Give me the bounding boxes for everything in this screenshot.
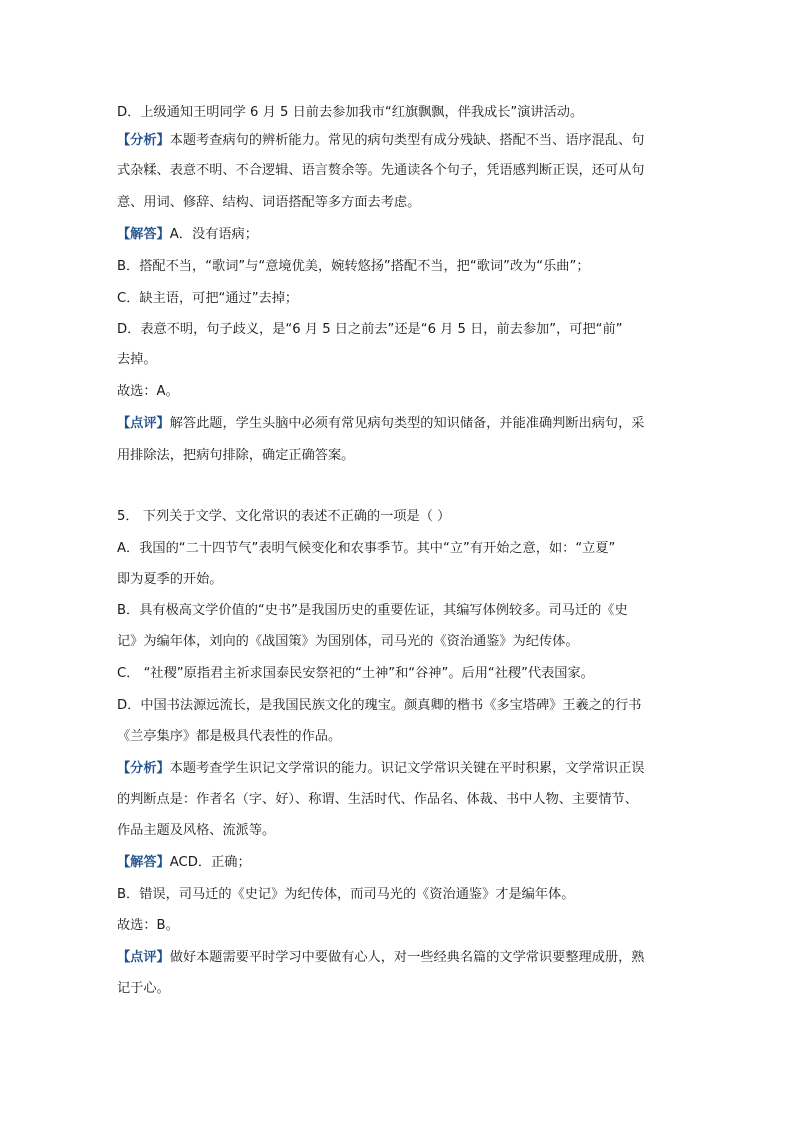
q4-answer-line: B．搭配不当，“歌词”与“意境优美，婉转悠扬”搭配不当，把“歌词”改为“乐曲”； — [117, 259, 590, 274]
q5-analysis-line: 【分析】本题考查学生识记文学常识的能力。识记文学常识关键在平时积累，文学常识正误 — [117, 761, 645, 776]
analysis-tag: 【分析】 — [117, 761, 170, 776]
q5-stem: 5． 下列关于文学、文化常识的表述不正确的一项是（ ） — [117, 509, 451, 524]
q5-option-line: C． “社稷”原指君主祈求国泰民安祭祀的“土神”和“谷神”。后用“社稷”代表国家。 — [117, 666, 594, 681]
q4-analysis-line: 意、用词、修辞、结构、词语搭配等多方面去考虑。 — [117, 195, 421, 210]
q5-option-line: A．我国的“二十四节气”表明气候变化和农事季节。其中“立”有开始之意，如：“立夏” — [117, 541, 616, 556]
q5-answer-line: B．错误，司马迁的《史记》为纪传体，而司马光的《资治通鉴》才是编年体。 — [117, 887, 575, 902]
q4-comment-line: 用排除法，把病句排除，确定正确答案。 — [117, 448, 355, 463]
q4-answer-line: C．缺主语，可把“通过”去掉； — [117, 291, 299, 306]
q5-option-line: D．中国书法源远流长，是我国民族文化的瑰宝。颜真卿的楷书《多宝塔碑》王羲之的行书 — [117, 698, 642, 713]
q5-answer-choice: 故选：B。 — [117, 918, 179, 933]
q5-answer-line: 【解答】ACD．正确； — [117, 855, 251, 870]
q5-analysis-line: 的判断点是：作者名（字、好）、称谓、生活时代、作品名、体裁、书中人物、主要情节、 — [117, 792, 638, 807]
q4-analysis-line: 【分析】本题考查病句的辨析能力。常见的病句类型有成分残缺、搭配不当、语序混乱、句 — [117, 133, 645, 148]
q5-analysis-line: 作品主题及风格、流派等。 — [117, 823, 276, 838]
answer-tag: 【解答】 — [117, 855, 170, 870]
q4-answer-choice: 故选：A。 — [117, 384, 179, 399]
comment-tag: 【点评】 — [117, 416, 170, 431]
q4-option-d: D．上级通知王明同学 6 月 5 日前去参加我市“红旗飘飘，伴我成长”演讲活动。 — [117, 105, 584, 120]
answer-tag: 【解答】 — [117, 227, 170, 242]
q4-answer-line: D．表意不明，句子歧义，是“6 月 5 日之前去”还是“6 月 5 日，前去参加”，可把“前” — [117, 322, 623, 337]
q4-answer-line: 去掉。 — [117, 352, 157, 367]
q5-option-line: 记》为编年体，刘向的《战国策》为国别体，司马光的《资治通鉴》为纪传体。 — [117, 634, 579, 649]
q5-comment-line: 记于心。 — [117, 981, 170, 996]
q4-answer-line: 【解答】A．没有语病； — [117, 227, 258, 242]
q5-option-line: 《兰亭集序》都是极具代表性的作品。 — [117, 729, 342, 744]
q4-comment-line: 【点评】解答此题，学生头脑中必须有常见病句类型的知识储备，并能准确判断出病句，采 — [117, 416, 645, 431]
q4-analysis-line: 式杂糅、表意不明、不合逻辑、语言赘余等。先通读各个句子，凭语感判断正误，还可从句 — [117, 163, 645, 178]
q5-option-line: B．具有极高文学价值的“史书”是我国历史的重要佐证，其编写体例较多。司马迁的《史 — [117, 603, 628, 618]
comment-tag: 【点评】 — [117, 950, 170, 965]
q5-option-line: 即为夏季的开始。 — [117, 572, 223, 587]
analysis-tag: 【分析】 — [117, 133, 170, 148]
q5-comment-line: 【点评】做好本题需要平时学习中要做有心人，对一些经典名篇的文学常识要整理成册，熟 — [117, 950, 645, 965]
